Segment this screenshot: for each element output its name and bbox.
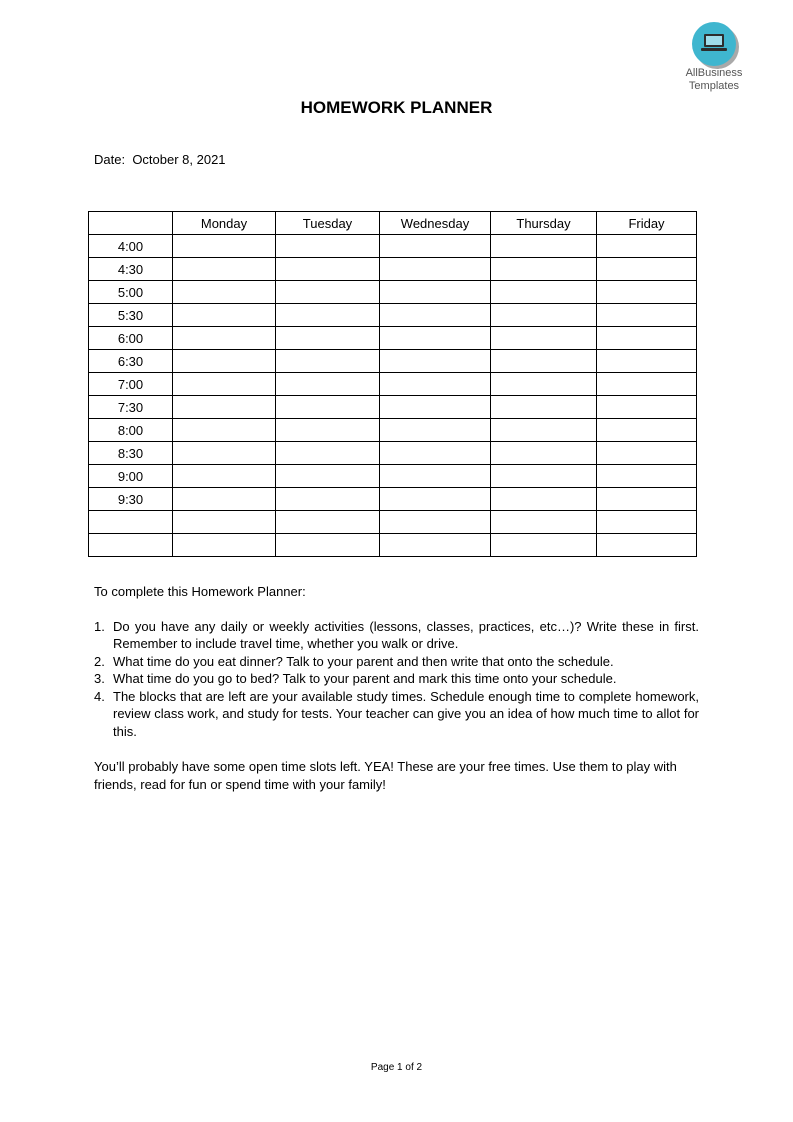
instructions-list: [94, 618, 699, 741]
list-item-text: The blocks that are left are your available study times. Schedule enough time to complete homework, review class work, and study for tests. Your teacher can give you an idea of how much time to allot for this.: [113, 688, 699, 739]
schedule-cell-wednesday[interactable]: [380, 235, 491, 258]
time-slot-label: 9:30: [89, 488, 173, 511]
schedule-cell-wednesday[interactable]: [380, 327, 491, 350]
schedule-cell-thursday[interactable]: [491, 281, 597, 304]
schedule-cell-friday[interactable]: [597, 350, 697, 373]
time-slot-label: [89, 511, 173, 534]
schedule-cell-monday[interactable]: [173, 350, 276, 373]
schedule-cell-monday[interactable]: [173, 304, 276, 327]
table-header-row: [89, 212, 697, 235]
logo-text-line2: Templates: [688, 80, 740, 92]
schedule-cell-monday[interactable]: [173, 258, 276, 281]
time-slot-label: 6:00: [89, 327, 173, 350]
schedule-cell-tuesday[interactable]: [276, 419, 380, 442]
schedule-cell-wednesday[interactable]: [380, 258, 491, 281]
schedule-cell-monday[interactable]: [173, 419, 276, 442]
time-slot-label: 5:00: [89, 281, 173, 304]
date-label: Date:: [94, 152, 126, 167]
table-row: [89, 442, 697, 465]
schedule-cell-friday[interactable]: [597, 235, 697, 258]
time-slot-label: 7:00: [89, 373, 173, 396]
schedule-cell-monday[interactable]: [173, 442, 276, 465]
time-slot-label: 8:30: [89, 442, 173, 465]
table-row: [89, 235, 697, 258]
schedule-cell-tuesday[interactable]: [276, 511, 380, 534]
schedule-cell-tuesday[interactable]: [276, 350, 380, 373]
schedule-cell-thursday[interactable]: [491, 534, 597, 557]
schedule-cell-wednesday[interactable]: [380, 511, 491, 534]
schedule-cell-wednesday[interactable]: [380, 488, 491, 511]
time-slot-label: 5:30: [89, 304, 173, 327]
list-item-number: 4.: [94, 688, 105, 704]
page-title: HOMEWORK PLANNER: [300, 98, 493, 117]
header-day-tuesday: Tuesday: [276, 212, 380, 235]
schedule-cell-thursday[interactable]: [491, 258, 597, 281]
schedule-cell-monday[interactable]: [173, 373, 276, 396]
table-row: [89, 511, 697, 534]
schedule-cell-friday[interactable]: [597, 465, 697, 488]
table-row: [89, 304, 697, 327]
schedule-cell-thursday[interactable]: [491, 373, 597, 396]
schedule-cell-monday[interactable]: [173, 235, 276, 258]
time-slot-label: [89, 534, 173, 557]
header-day-friday: Friday: [597, 212, 697, 235]
logo-text-line1: AllBusiness: [685, 67, 743, 79]
closing-paragraph: You’ll probably have some open time slots left. YEA! These are your free times. Use them to play with friends, read for fun or spend time with your family!: [94, 759, 677, 792]
schedule-cell-tuesday[interactable]: [276, 465, 380, 488]
schedule-cell-thursday[interactable]: [491, 488, 597, 511]
list-item-number: 3.: [94, 671, 105, 686]
list-item-text: What time do you eat dinner? Talk to your parent and then write that onto the schedule.: [113, 653, 614, 669]
time-slot-label: 9:00: [89, 465, 173, 488]
schedule-cell-tuesday[interactable]: [276, 534, 380, 557]
logo: [676, 22, 752, 92]
schedule-cell-wednesday[interactable]: [380, 419, 491, 442]
schedule-cell-thursday[interactable]: [491, 511, 597, 534]
table-row: [89, 396, 697, 419]
table-row: [89, 488, 697, 511]
time-slot-label: 4:30: [89, 258, 173, 281]
schedule-cell-tuesday[interactable]: [276, 373, 380, 396]
schedule-cell-friday[interactable]: [597, 304, 697, 327]
schedule-cell-thursday[interactable]: [491, 442, 597, 465]
schedule-cell-tuesday[interactable]: [276, 396, 380, 419]
schedule-cell-monday[interactable]: [173, 396, 276, 419]
schedule-cell-thursday[interactable]: [491, 465, 597, 488]
date-value: October 8, 2021: [132, 152, 226, 167]
schedule-cell-thursday[interactable]: [491, 396, 597, 419]
schedule-cell-wednesday[interactable]: [380, 373, 491, 396]
schedule-cell-friday[interactable]: [597, 511, 697, 534]
schedule-cell-friday[interactable]: [597, 396, 697, 419]
schedule-cell-wednesday[interactable]: [380, 281, 491, 304]
table-row: [89, 373, 697, 396]
schedule-cell-tuesday[interactable]: [276, 235, 380, 258]
schedule-cell-wednesday[interactable]: [380, 304, 491, 327]
schedule-cell-wednesday[interactable]: [380, 396, 491, 419]
laptop-icon: [700, 33, 728, 53]
instructions-intro: To complete this Homework Planner:: [94, 584, 306, 599]
schedule-cell-wednesday[interactable]: [380, 534, 491, 557]
table-row: [89, 465, 697, 488]
schedule-cell-tuesday[interactable]: [276, 327, 380, 350]
schedule-cell-thursday[interactable]: [491, 235, 597, 258]
schedule-cell-friday[interactable]: [597, 373, 697, 396]
schedule-cell-tuesday[interactable]: [276, 488, 380, 511]
schedule-cell-tuesday[interactable]: [276, 442, 380, 465]
schedule-cell-wednesday[interactable]: [380, 465, 491, 488]
schedule-cell-tuesday[interactable]: [276, 304, 380, 327]
header-day-wednesday: Wednesday: [380, 212, 491, 235]
logo-circle: [692, 22, 736, 66]
time-slot-label: 6:30: [89, 350, 173, 373]
schedule-cell-thursday[interactable]: [491, 419, 597, 442]
schedule-cell-monday[interactable]: [173, 465, 276, 488]
schedule-cell-tuesday[interactable]: [276, 281, 380, 304]
schedule-cell-thursday[interactable]: [491, 350, 597, 373]
schedule-cell-thursday[interactable]: [491, 304, 597, 327]
table-row: [89, 350, 697, 373]
time-slot-label: 8:00: [89, 419, 173, 442]
schedule-cell-friday[interactable]: [597, 442, 697, 465]
schedule-cell-friday[interactable]: [597, 281, 697, 304]
homework-planner-table: [88, 211, 697, 557]
list-item: [94, 670, 699, 688]
schedule-cell-monday[interactable]: [173, 488, 276, 511]
table-row: [89, 258, 697, 281]
schedule-cell-monday[interactable]: [173, 511, 276, 534]
list-item-text: Do you have any daily or weekly activities (lessons, classes, practices, etc…)? Write these in first. Remember to include travel time, whether you walk or drive.: [113, 618, 699, 651]
schedule-cell-monday[interactable]: [173, 281, 276, 304]
header-day-thursday: Thursday: [491, 212, 597, 235]
table-row: [89, 327, 697, 350]
schedule-cell-friday[interactable]: [597, 534, 697, 557]
schedule-cell-tuesday[interactable]: [276, 258, 380, 281]
schedule-cell-wednesday[interactable]: [380, 350, 491, 373]
list-item: [94, 688, 699, 741]
date-line: [94, 152, 226, 167]
time-slot-label: 4:00: [89, 235, 173, 258]
schedule-cell-friday[interactable]: [597, 327, 697, 350]
header-day-monday: Monday: [173, 212, 276, 235]
list-item-number: 2.: [94, 653, 105, 669]
table-row: [89, 281, 697, 304]
list-item-number: 1.: [94, 618, 105, 634]
list-item-text: What time do you go to bed? Talk to your parent and mark this time onto your schedule.: [113, 671, 617, 686]
schedule-cell-wednesday[interactable]: [380, 442, 491, 465]
list-item: [94, 618, 699, 653]
list-item: [94, 653, 699, 671]
table-row: [89, 534, 697, 557]
schedule-cell-friday[interactable]: [597, 258, 697, 281]
page-footer: Page 1 of 2: [370, 1062, 423, 1073]
table-row: [89, 419, 697, 442]
header-corner-cell: [89, 212, 173, 235]
schedule-cell-thursday[interactable]: [491, 327, 597, 350]
schedule-cell-monday[interactable]: [173, 327, 276, 350]
schedule-cell-monday[interactable]: [173, 534, 276, 557]
time-slot-label: 7:30: [89, 396, 173, 419]
schedule-cell-friday[interactable]: [597, 488, 697, 511]
schedule-cell-friday[interactable]: [597, 419, 697, 442]
instructions: [94, 583, 699, 793]
